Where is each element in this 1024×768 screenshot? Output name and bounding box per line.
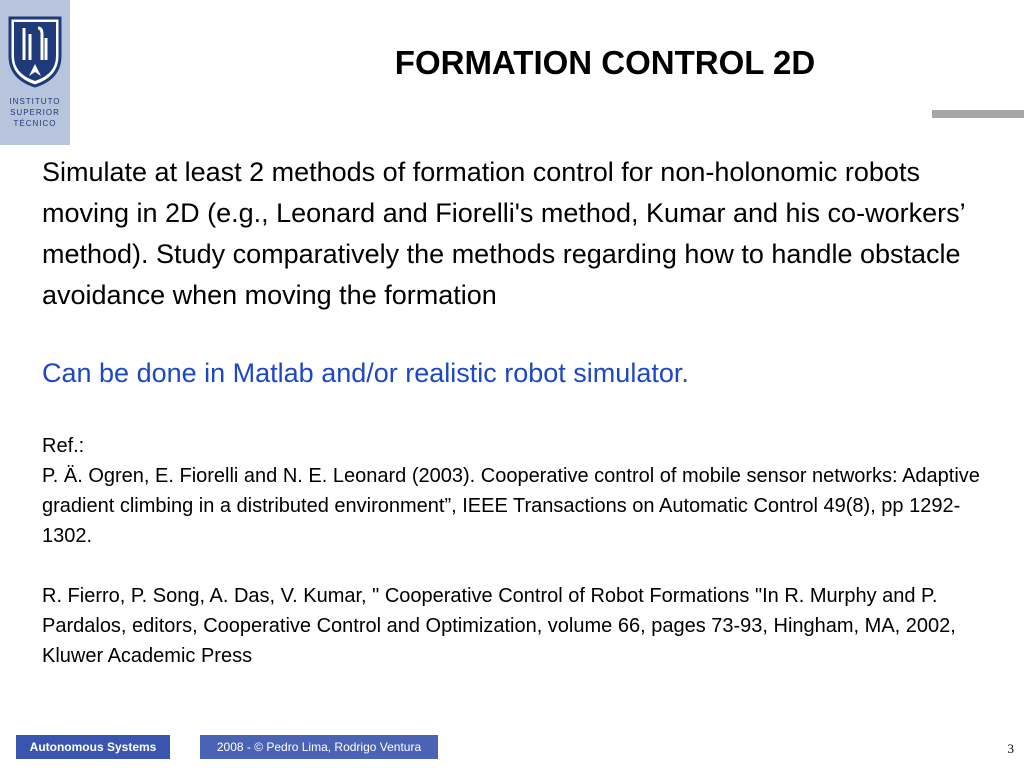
footer-course-badge: Autonomous Systems xyxy=(16,735,170,759)
logo-text-line: INSTITUTO xyxy=(9,97,61,106)
logo-text-line: TÉCNICO xyxy=(13,119,57,128)
title-underline xyxy=(0,0,1024,130)
references-label: Ref.: xyxy=(42,435,85,457)
task-description: Simulate at least 2 methods of formation control for non-holonomic robots moving in 2D (e.g., Leonard and Fiorelli's method, Kumar and his co-workers’ method). Study comparatively the methods regarding how to handle obstacle avoidance when moving the formation xyxy=(42,157,965,310)
logo-text-line: SUPERIOR xyxy=(10,108,60,117)
slide-title: FORMATION CONTROL 2D xyxy=(394,44,816,81)
footer-credits: 2008 - © Pedro Lima, Rodrigo Ventura xyxy=(200,735,438,759)
implementation-note: Can be done in Matlab and/or realistic robot simulator. xyxy=(42,358,689,388)
reference-item: R. Fierro, P. Song, A. Das, V. Kumar, " Cooperative Control of Robot Formations "In R. Murphy and P. Pardalos, editors, Cooperative Control and Optimization, volume 66, pages 73-93, Hingham, MA, 2002, Kluwer Academic Press xyxy=(42,585,956,667)
slide-body xyxy=(42,152,992,671)
reference-item: P. Ä. Ogren, E. Fiorelli and N. E. Leonard (2003). Cooperative control of mobile sensor networks: Adaptive gradient climbing in a distributed environment”, IEEE Transactions on Automatic Control 49(8), pp 1292-1302. xyxy=(42,465,980,547)
page-number: 3 xyxy=(1007,741,1014,756)
